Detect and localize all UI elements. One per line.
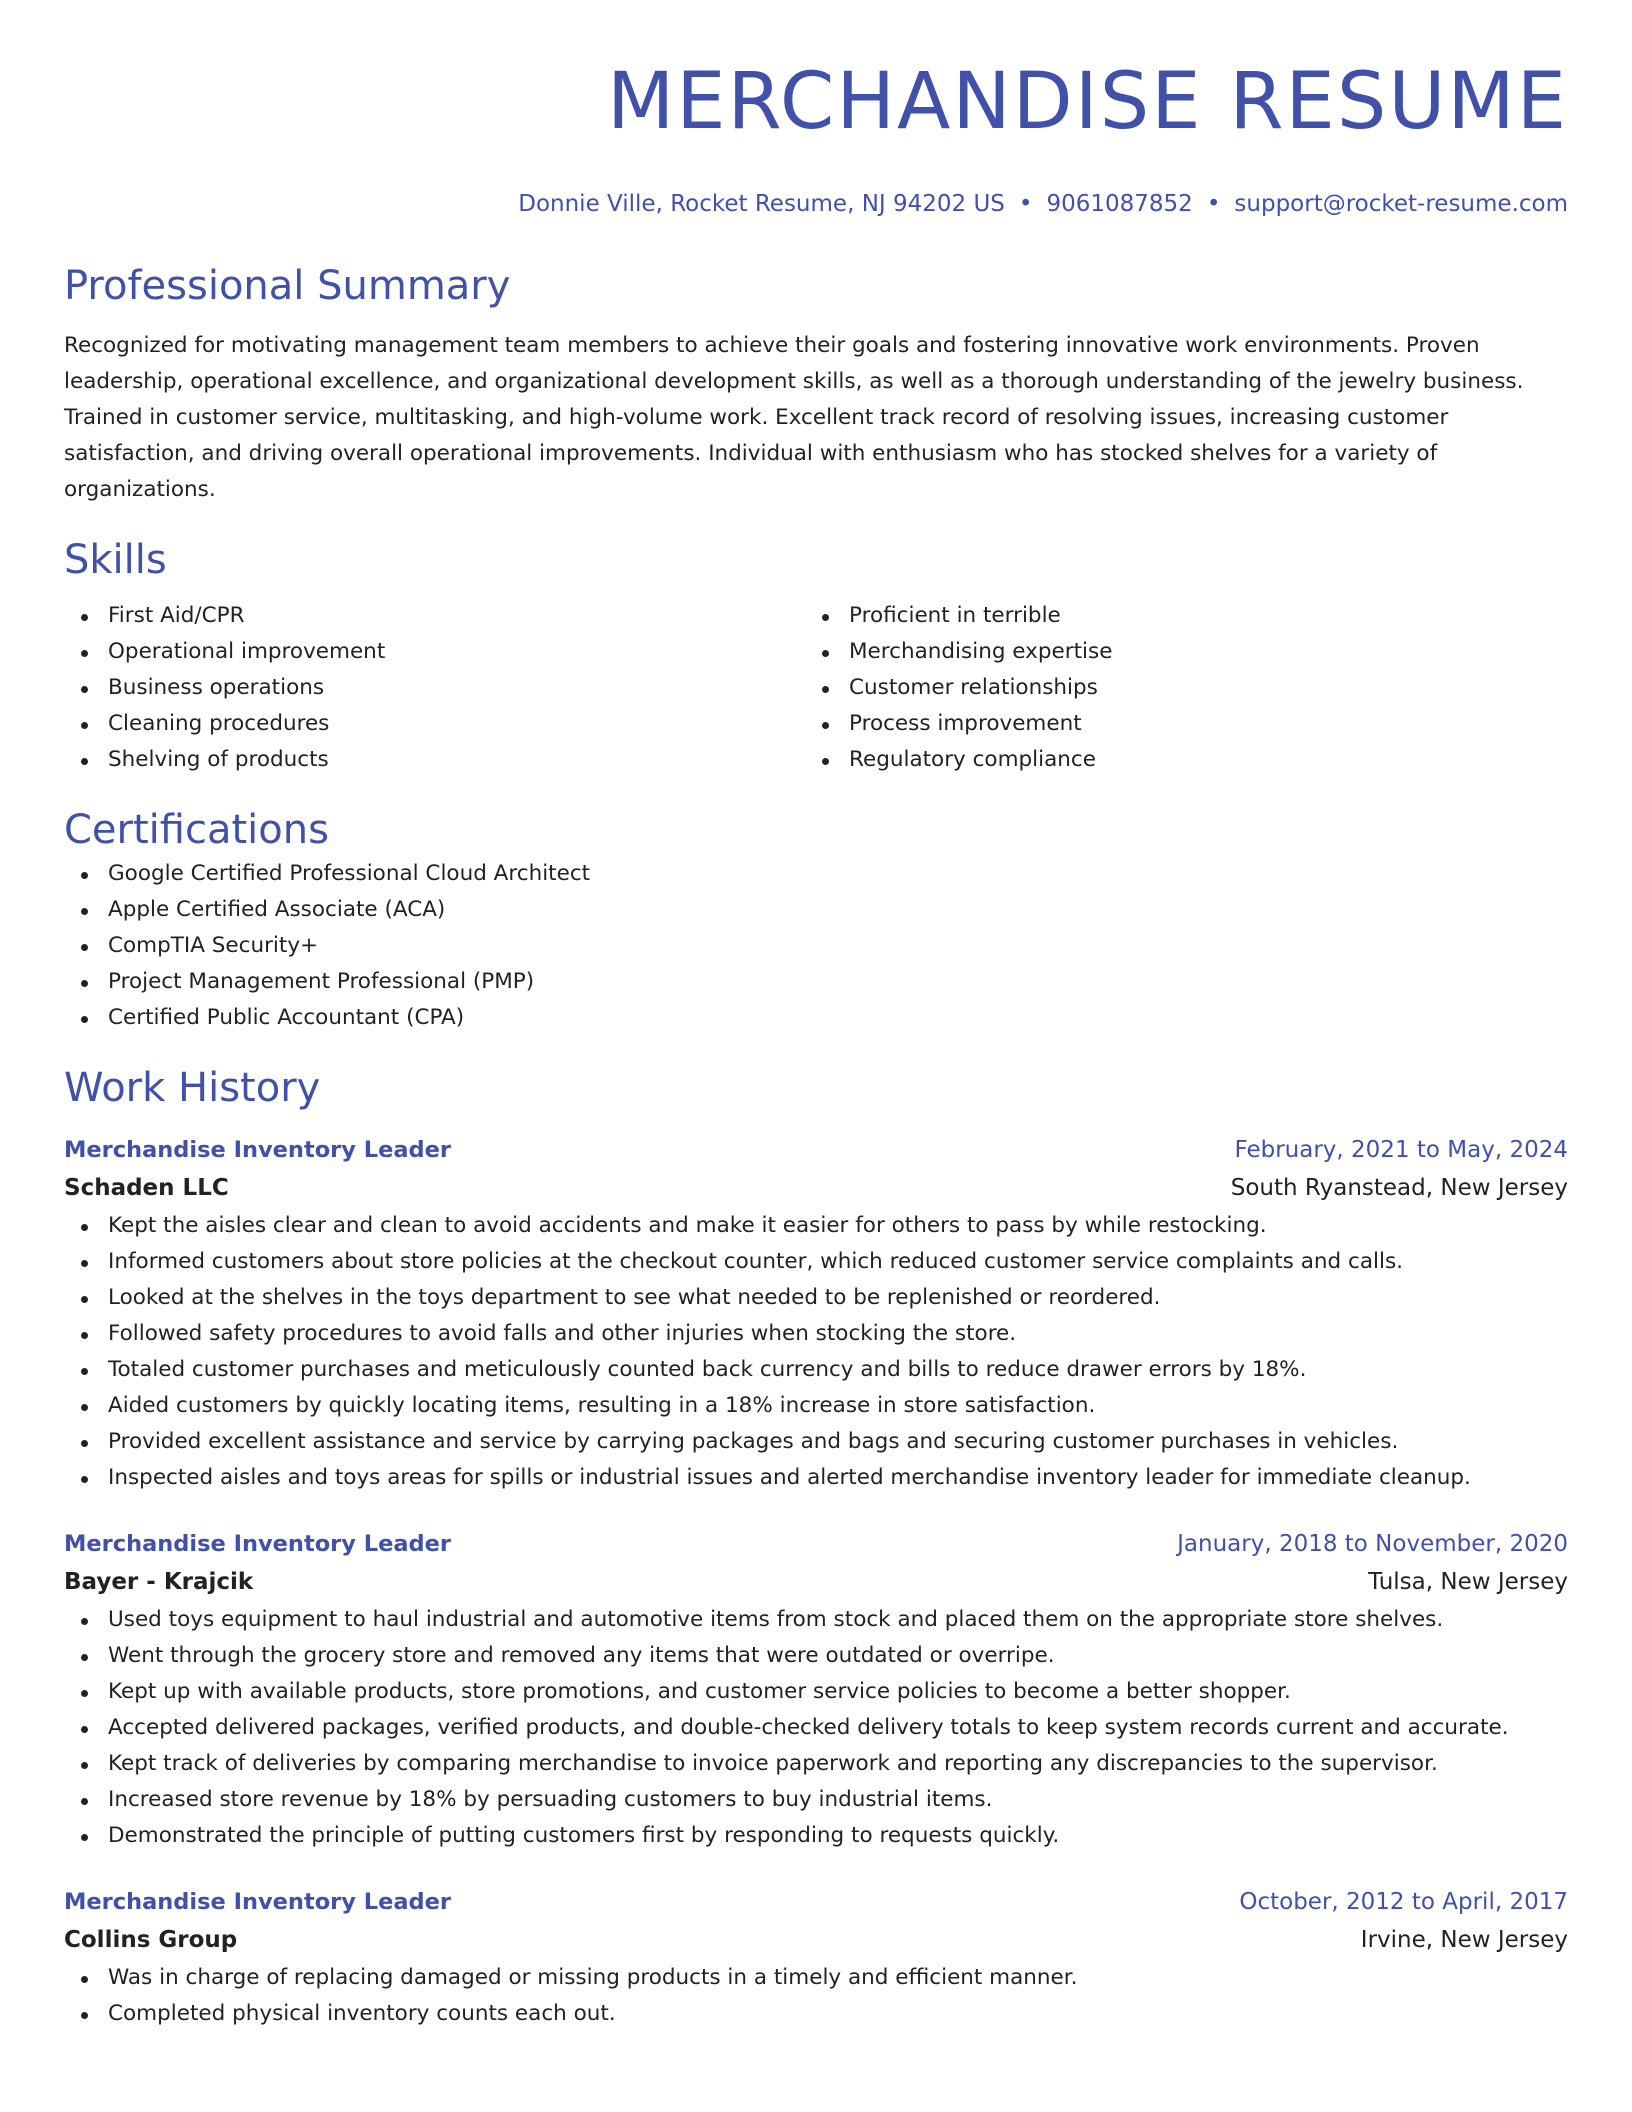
skills-heading: Skills — [64, 537, 167, 583]
job-duty-item: Informed customers about store policies at the checkout counter, which reduced customer service complaints and calls. — [64, 1244, 1568, 1280]
work-history-heading: Work History — [64, 1065, 321, 1111]
skill-item: Operational improvement — [64, 634, 805, 670]
skill-item: Shelving of products — [64, 742, 805, 778]
contact-separator: • — [1206, 191, 1221, 217]
skill-item: Customer relationships — [805, 670, 1546, 706]
job-title-row — [64, 1526, 1568, 1562]
job-duty-item: Was in charge of replacing damaged or missing products in a timely and efficient manner. — [64, 1960, 1568, 1996]
job-company-row — [64, 1920, 1568, 1960]
job-company-row — [64, 1562, 1568, 1602]
certifications-section — [64, 804, 1568, 1036]
certification-item: Apple Certified Associate (ACA) — [64, 892, 1568, 928]
job-duty-item: Demonstrated the principle of putting customers first by responding to requests quickly. — [64, 1818, 1568, 1854]
skill-item: Proficient in terrible — [805, 598, 1546, 634]
contact-separator: • — [1018, 191, 1033, 217]
contact-phone: 9061087852 — [1046, 191, 1193, 217]
job-duty-item: Inspected aisles and toys areas for spills or industrial issues and alerted merchandise inventory leader for immediate cleanup. — [64, 1460, 1568, 1496]
contact-address: Donnie Ville, Rocket Resume, NJ 94202 US — [518, 191, 1005, 217]
job-role: Merchandise Inventory Leader — [64, 1137, 451, 1163]
job-entry — [64, 1526, 1568, 1854]
skill-item: Process improvement — [805, 706, 1546, 742]
job-entry — [64, 1132, 1568, 1496]
job-duty-item: Used toys equipment to haul industrial and automotive items from stock and placed them on the appropriate store shelves. — [64, 1602, 1568, 1638]
skill-item: Business operations — [64, 670, 805, 706]
job-entry — [64, 1884, 1568, 2032]
job-dates: January, 2018 to November, 2020 — [1177, 1531, 1568, 1557]
summary-section — [64, 260, 1568, 508]
job-title-row — [64, 1132, 1568, 1168]
skills-list-left — [64, 598, 805, 778]
job-duty-item: Aided customers by quickly locating items, resulting in a 18% increase in store satisfaction. — [64, 1388, 1568, 1424]
job-duties-list — [64, 1208, 1568, 1496]
contact-email[interactable]: support@rocket-resume.com — [1234, 191, 1568, 217]
skill-item: Cleaning procedures — [64, 706, 805, 742]
job-duty-item: Provided excellent assistance and service by carrying packages and bags and securing customer purchases in vehicles. — [64, 1424, 1568, 1460]
job-duties-list — [64, 1602, 1568, 1854]
summary-heading: Professional Summary — [64, 263, 511, 309]
job-duty-item: Kept up with available products, store promotions, and customer service policies to become a better shopper. — [64, 1674, 1568, 1710]
skill-item: First Aid/CPR — [64, 598, 805, 634]
job-duty-item: Kept the aisles clear and clean to avoid accidents and make it easier for others to pass by while restocking. — [64, 1208, 1568, 1244]
job-duty-item: Went through the grocery store and removed any items that were outdated or overripe. — [64, 1638, 1568, 1674]
job-duties-list — [64, 1960, 1568, 2032]
job-location: South Ryanstead, New Jersey — [1230, 1175, 1568, 1201]
job-title-row — [64, 1884, 1568, 1920]
job-role: Merchandise Inventory Leader — [64, 1531, 451, 1557]
job-duty-item: Totaled customer purchases and meticulously counted back currency and bills to reduce drawer errors by 18%. — [64, 1352, 1568, 1388]
job-company: Collins Group — [64, 1927, 238, 1953]
certifications-heading: Certifications — [64, 807, 329, 853]
skills-section — [64, 534, 1568, 778]
job-duty-item: Followed safety procedures to avoid falls and other injuries when stocking the store. — [64, 1316, 1568, 1352]
job-role: Merchandise Inventory Leader — [64, 1889, 451, 1915]
job-dates: October, 2012 to April, 2017 — [1239, 1889, 1568, 1915]
job-duty-item: Kept track of deliveries by comparing merchandise to invoice paperwork and reporting any discrepancies to the supervisor. — [64, 1746, 1568, 1782]
job-duty-item: Looked at the shelves in the toys department to see what needed to be replenished or reordered. — [64, 1280, 1568, 1316]
job-location: Irvine, New Jersey — [1360, 1927, 1568, 1953]
resume-header — [64, 56, 1568, 220]
contact-line — [64, 188, 1568, 220]
work-history-section — [64, 1062, 1568, 2032]
job-duty-item: Completed physical inventory counts each out. — [64, 1996, 1568, 2032]
job-duty-item: Accepted delivered packages, verified products, and double-checked delivery totals to keep system records current and accurate. — [64, 1710, 1568, 1746]
certifications-list — [64, 856, 1568, 1036]
certification-item: Google Certified Professional Cloud Architect — [64, 856, 1568, 892]
job-company: Bayer - Krajcik — [64, 1569, 254, 1595]
summary-text: Recognized for motivating management team members to achieve their goals and fostering innovative work environments. Proven leadership, operational excellence, and organizational development skills, as well as a thorough understanding of the jewelry business. Trained in customer service, multitasking, and high-volume work. Excellent track record of resolving issues, increasing customer satisfaction, and driving overall operational improvements. Individual with enthusiasm who has stocked shelves for a variety of organizations. — [64, 333, 1524, 502]
job-company-row — [64, 1168, 1568, 1208]
skills-list-right — [805, 598, 1546, 778]
certification-item: Certified Public Accountant (CPA) — [64, 1000, 1568, 1036]
certification-item: Project Management Professional (PMP) — [64, 964, 1568, 1000]
job-duty-item: Increased store revenue by 18% by persuading customers to buy industrial items. — [64, 1782, 1568, 1818]
skills-columns — [64, 598, 1568, 778]
certification-item: CompTIA Security+ — [64, 928, 1568, 964]
skill-item: Merchandising expertise — [805, 634, 1546, 670]
job-location: Tulsa, New Jersey — [1368, 1569, 1568, 1595]
resume-title: MERCHANDISE RESUME — [606, 57, 1568, 147]
job-dates: February, 2021 to May, 2024 — [1234, 1137, 1568, 1163]
skill-item: Regulatory compliance — [805, 742, 1546, 778]
job-company: Schaden LLC — [64, 1175, 229, 1201]
